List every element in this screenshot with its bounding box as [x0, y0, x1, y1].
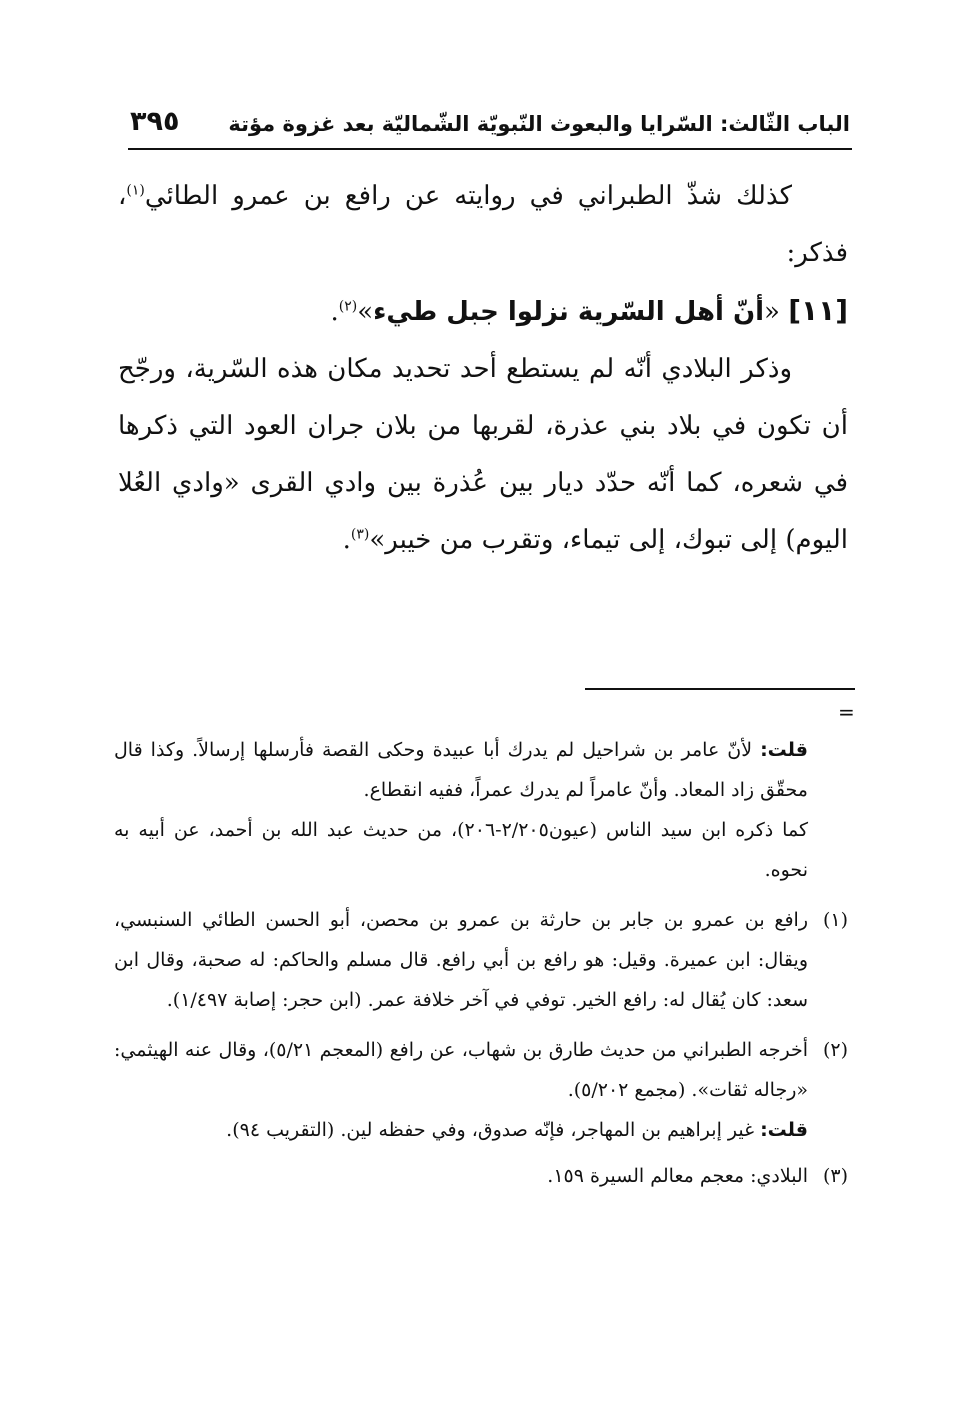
p1-end: .	[330, 297, 339, 327]
footnote-2	[114, 1030, 848, 1110]
footnote-1-text: رافع بن عمرو بن جابر بن حارثة بن عمرو بن محصن، أبو الحسن الطائي السنبسي، ويقال: ابن عميرة. وقيل: هو رافع بن أبي رافع. قال مسلم والحاكم: له صحبة، وقال ابن سعد: كان يُقال له: رافع الخير. توفي في آخر خلافة عمر. (ابن حجر: إصابة ١/٤٩٧).	[114, 909, 808, 1011]
footnote-1	[114, 900, 848, 1020]
p1-line1-end: ، فذكر:	[118, 181, 848, 268]
footnote-ref-1: (١)	[126, 182, 145, 199]
paragraph-2	[118, 341, 848, 569]
footnote-3-number: (٣)	[822, 1165, 848, 1187]
p1-line1: كذلك شذّ الطبراني في روايته عن رافع بن عمرو الطائي	[144, 181, 792, 211]
quote-close: »	[357, 297, 374, 327]
page-number: ٣٩٥	[130, 106, 180, 137]
footnote-2-qult	[114, 1110, 848, 1150]
main-text	[118, 168, 848, 569]
running-header	[128, 106, 852, 150]
footnote-3-text: البلادي: معجم معالم السيرة ١٥٩.	[547, 1165, 808, 1187]
footnote-1-number: (١)	[822, 909, 848, 931]
footnotes	[114, 730, 848, 1196]
p2-end: .	[342, 525, 351, 555]
narration-number: [١١]	[788, 294, 848, 327]
footnote-2-qult-text: غير إبراهيم بن المهاجر، فإنّه صدوق، وفي حفظه لين. (التقريب ٩٤).	[226, 1119, 761, 1141]
footnote-separator	[585, 688, 855, 690]
qult-text: لأنّ عامر بن شراحيل لم يدرك أبا عبيدة وحكى القصة فأرسلها إرسالاً. وكذا قال محقّق زاد المعاد. وأنّ عامراً لم يدرك عمراً، ففيه انقطاع.	[114, 739, 808, 801]
footnote-2-number: (٢)	[822, 1039, 848, 1061]
carried-note-qult	[114, 730, 848, 810]
paragraph-1	[118, 168, 848, 341]
narration-quote: أنّ أهل السّرية نزلوا جبل طيء	[373, 297, 765, 327]
continuation-mark: =	[838, 700, 855, 724]
p2-text: وذكر البلادي أنّه لم يستطع أحد تحديد مكان هذه السّرية، ورجّح أن تكون في بلاد بني عذرة، لقربها من بلان جران العود التي ذكرها في شعره، كما أنّه حدّد ديار بين عُذرة بين وادي القرى «وادي العُلا اليوم) إلى تبوك، إلى تيماء، وتقرب من خيبر»	[118, 354, 848, 555]
quote-open: «	[764, 297, 789, 327]
chapter-title: الباب الثّالث: السّرايا والبعوث النّبويّة الشّماليّة بعد غزوة مؤتة	[228, 112, 850, 136]
footnote-2-text: أخرجه الطبراني من حديث طارق بن شهاب، عن رافع (المعجم ٥/٢١)، وقال عنه الهيثمي: «رجاله ثقات». (مجمع ٥/٢٠٢).	[114, 1039, 808, 1101]
footnote-ref-3: (٣)	[350, 526, 370, 543]
footnote-3	[114, 1156, 848, 1196]
carried-note-line: كما ذكره ابن سيد الناس (عيون٢/٢٠٥-٢٠٦)، من حديث عبد الله بن أحمد، عن أبيه به نحوه.	[114, 819, 808, 881]
footnote-2-qult-label: قلت:	[760, 1119, 808, 1141]
footnote-ref-2: (٢)	[338, 298, 358, 315]
qult-label: قلت:	[760, 739, 808, 761]
